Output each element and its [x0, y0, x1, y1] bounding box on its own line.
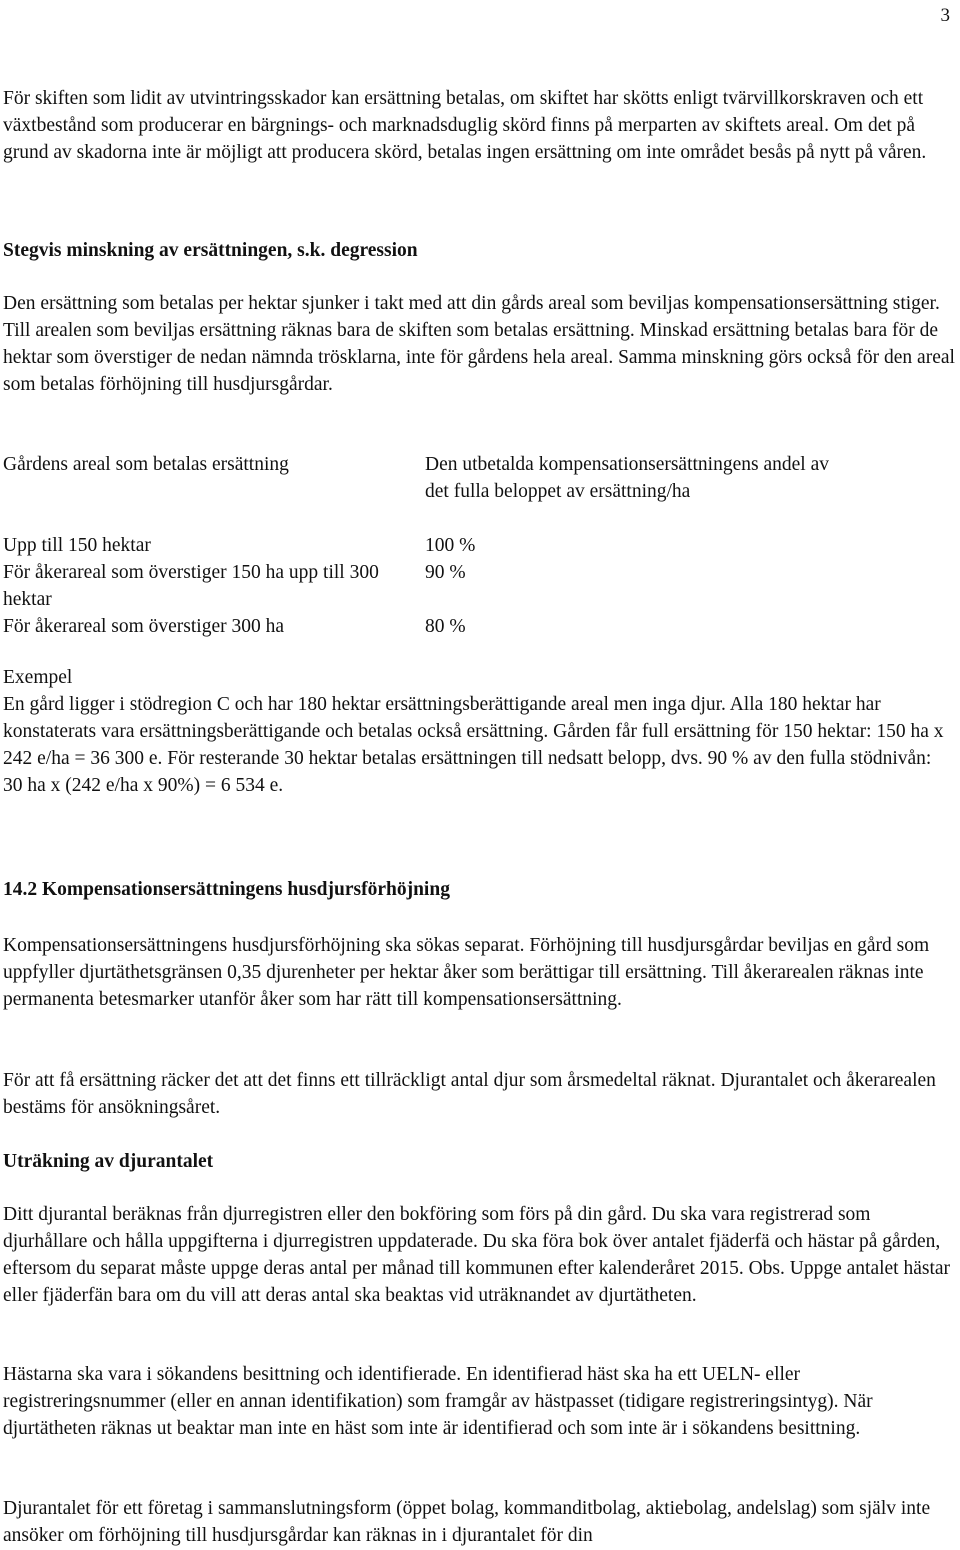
table-cell-share: 90 % [425, 562, 466, 583]
table-row [3, 559, 955, 613]
degression-heading: Stegvis minskning av ersättningen, s.k. degression [3, 240, 418, 261]
table-cell-area: För åkerareal som överstiger 300 ha [3, 616, 285, 637]
djurantal-paragraph-1: Ditt djurantal beräknas från djurregistren eller den bokföring som förs på din gård. Du ska vara registrerad som djurhållare och hålla uppgifterna i djurregistren uppdaterade. Du ska föra bok över antalet fjäderfä och hästar på gården, eftersom du separat måste uppge deras antal per månad till kommunen efter kalenderåret 2015. Obs. Uppge antalet hästar eller fjäderfän bara om du vill att deras antal ska beaktas vid uträknandet av djurtätheten. [3, 1204, 951, 1306]
table-row [3, 613, 955, 640]
section-14-2-paragraph-1: Kompensationsersättningens husdjursförhöjning ska sökas separat. Förhöjning till husdjursgårdar beviljas en gård som uppfyller djurtäthetsgränsen 0,35 djurenheter per hektar åker som berättigar till ersättning. Till åkerarealen räknas inte permanenta betesmarker utanför åker som har rätt till kompensationsersättning. [3, 935, 930, 1010]
example-label: Exempel [3, 667, 73, 688]
djurantal-paragraph-3: Djurantalet för ett företag i sammanslutningsform (öppet bolag, kommanditbolag, aktiebolag, andelslag) som själv inte ansöker om förhöjning till husdjursgårdar kan räknas in i djurantalet för din [3, 1498, 931, 1546]
degression-paragraph: Den ersättning som betalas per hektar sjunker i takt med att din gårds areal som beviljas kompensationsersättning stiger. Till arealen som beviljas ersättning räknas bara de skiften som betalas ersättning. Minskad ersättning betalas bara för de hektar som överstiger de nedan nämnda trösklarna, inte för gårdens hela areal. Samma minskning görs också för den areal som betalas förhöjning till husdjursgårdar. [3, 293, 955, 395]
table-header-share: Den utbetalda kompensationsersättningens andel av det fulla beloppet av ersättning/ha [425, 454, 829, 502]
table-header-area: Gårdens areal som betalas ersättning [3, 454, 289, 475]
table-row [3, 532, 955, 559]
table-cell-share: 100 % [425, 535, 476, 556]
degression-table [3, 451, 955, 640]
table-header-row [3, 451, 955, 532]
djurantal-heading: Uträkning av djurantalet [3, 1151, 214, 1172]
example-text: En gård ligger i stödregion C och har 180 hektar ersättningsberättigande areal men inga djur. Alla 180 hektar har konstaterats vara ersättningsberättigande och betalas också ersättning. Gården får full ersättning för 150 hektar: 150 ha x 242 e/ha = 36 300 e. För resterande 30 hektar betalas ersättningen till nedsatt belopp, dvs. 90 % av den fulla stödnivån: 30 ha x (242 e/ha x 90%) = 6 534 e. [3, 694, 944, 796]
table-cell-area: För åkerareal som överstiger 150 ha upp till 300 hektar [3, 562, 379, 610]
table-cell-area: Upp till 150 hektar [3, 535, 151, 556]
section-14-2-heading: 14.2 Kompensationsersättningens husdjursförhöjning [3, 879, 450, 900]
section-14-2-paragraph-2: För att få ersättning räcker det att det finns ett tillräckligt antal djur som årsmedeltal räknat. Djurantalet och åkerarealen bestäms för ansökningsåret. [3, 1070, 936, 1118]
page-number: 3 [940, 5, 950, 26]
djurantal-paragraph-2: Hästarna ska vara i sökandens besittning och identifierade. En identifierad häst ska ha ett UELN- eller registreringsnummer (eller en annan identifikation) som framgår av hästpasset (tidigare registreringsintyg). När djurtätheten räknas ut beaktar man inte en häst som inte är identifierad och som inte är i sökandens besittning. [3, 1364, 873, 1439]
table-cell-share: 80 % [425, 616, 466, 637]
intro-paragraph: För skiften som lidit av utvintringsskador kan ersättning betalas, om skiftet har skötts enligt tvärvillkorskraven och ett växtbestånd som producerar en bärgnings- och marknadsduglig skörd finns på merparten av skiftets areal. Om det på grund av skadorna inte är möjligt att producera skörd, betalas ingen ersättning om inte området besås på nytt på våren. [3, 88, 927, 163]
